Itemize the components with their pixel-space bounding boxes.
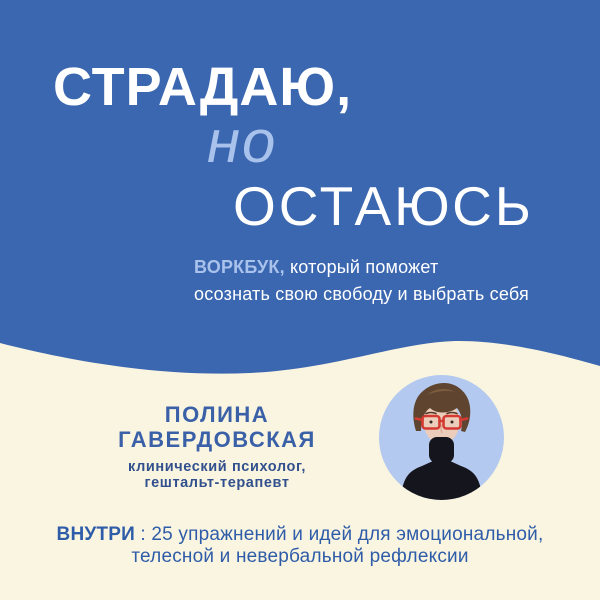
footer-note xyxy=(0,524,600,567)
author-last-name: ГАВЕРДОВСКАЯ xyxy=(118,427,316,452)
footer-line-1-rest: : 25 упражнений и идей для эмоциональной, xyxy=(140,524,544,545)
subtitle xyxy=(194,254,574,308)
subtitle-highlight-workbook: ВОРКБУК, xyxy=(194,257,285,277)
author-portrait-illustration xyxy=(379,375,504,500)
footer-prefix-inside: ВНУТРИ xyxy=(56,524,135,545)
title-line-3: ОСТАЮСЬ xyxy=(233,175,534,237)
subtitle-line-1 xyxy=(194,257,438,277)
footer-line-1 xyxy=(0,524,600,546)
author-role-line-2: гештальт-терапевт xyxy=(144,475,290,491)
author-first-name: ПОЛИНА xyxy=(164,402,270,427)
author-photo xyxy=(379,375,504,500)
author-role-line-1: клинический психолог, xyxy=(128,459,306,475)
author-name xyxy=(40,402,394,452)
black-turtleneck xyxy=(401,451,482,500)
author-role xyxy=(40,459,394,491)
title-line-2-but: но xyxy=(207,108,278,175)
subtitle-line-1-rest: который поможет xyxy=(290,257,439,277)
title-line-1: СТРАДАЮ, xyxy=(53,57,353,117)
subtitle-line-2: осознать свою свободу и выбрать себя xyxy=(194,284,529,304)
footer-line-2: телесной и невербальной рефлексии xyxy=(131,545,469,567)
